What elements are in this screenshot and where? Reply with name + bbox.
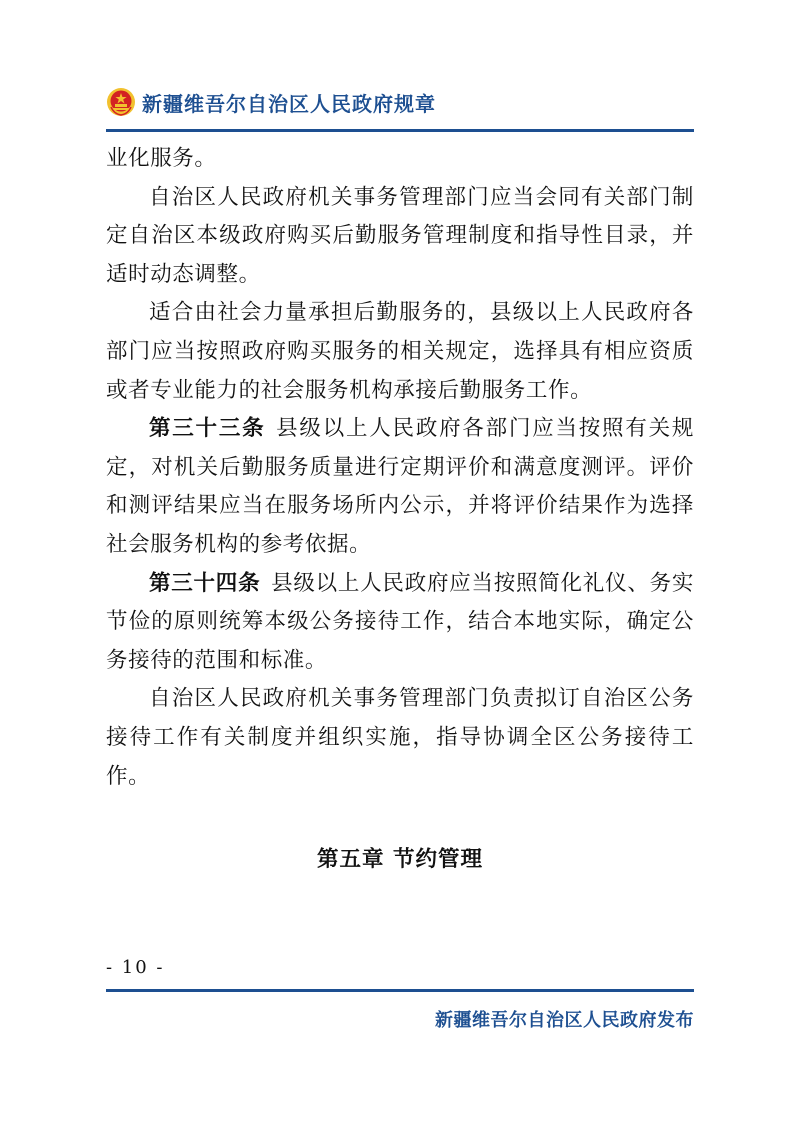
paragraph: 自治区人民政府机关事务管理部门应当会同有关部门制定自治区本级政府购买后勤服务管理制度和指导性目录，并适时动态调整。 (106, 184, 694, 287)
article-number: 第三十四条 (149, 570, 261, 596)
page-header (106, 84, 694, 120)
article-number: 第三十三条 (149, 416, 266, 442)
page-number: - 10 - (106, 957, 165, 978)
footer-divider (106, 989, 694, 992)
article-34 (106, 565, 694, 681)
paragraph: 自治区人民政府机关事务管理部门负责拟订自治区公务接待工作有关制度并组织实施，指导协调全区公务接待工作。 (106, 686, 694, 789)
header-title: 新疆维吾尔自治区人民政府规章 (142, 91, 436, 116)
paragraph: 业化服务。 (106, 146, 217, 171)
article-33 (106, 410, 694, 564)
body-text (106, 140, 694, 796)
chapter-heading: 第五章 节约管理 (317, 847, 483, 872)
article-text: 县级以上人民政府各部门应当按照有关规定，对机关后勤服务质量进行定期评价和满意度测评。评价和测评结果应当在服务场所内公示，并将评价结果作为选择社会服务机构的参考依据。 (106, 416, 694, 557)
article-text: 县级以上人民政府应当按照简化礼仪、务实节俭的原则统筹本级公务接待工作，结合本地实际，确定公务接待的范围和标准。 (106, 570, 694, 673)
footer-publisher: 新疆维吾尔自治区人民政府发布 (435, 1010, 694, 1031)
paragraph: 适合由社会力量承担后勤服务的，县级以上人民政府各部门应当按照政府购买服务的相关规定，选择具有相应资质或者专业能力的社会服务机构承接后勤服务工作。 (106, 300, 694, 403)
header-divider (106, 129, 694, 132)
national-emblem-icon (106, 87, 136, 117)
